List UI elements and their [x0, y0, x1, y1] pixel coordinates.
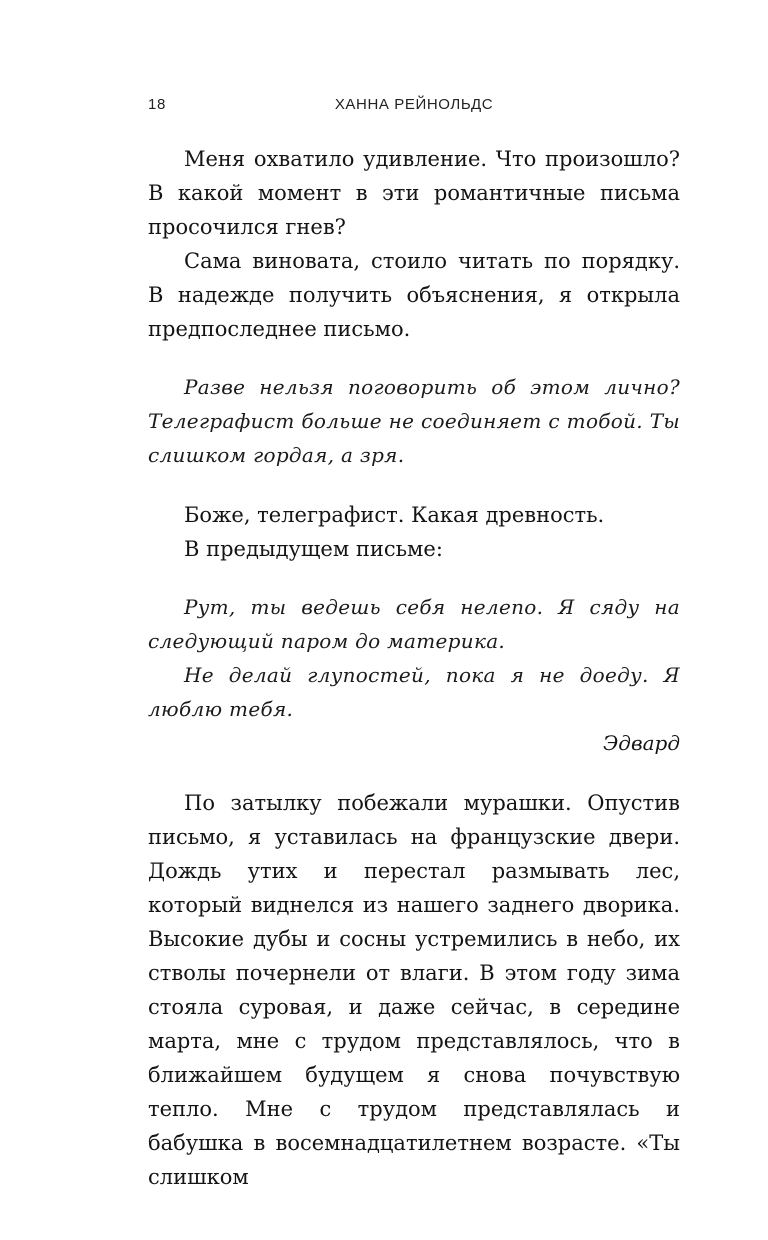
paragraph-previous-letter: В предыдущем письме: [184, 537, 443, 561]
closing-paragraph [148, 786, 680, 1194]
page-header [148, 96, 680, 116]
letter-excerpt-1 [148, 370, 680, 472]
paragraph-own-fault: Сама виновата, стоило читать по порядку. В надежде получить объяснения, я открыла предпоследнее письмо. [148, 249, 680, 341]
paragraph-goosebumps: По затылку побежали мурашки. Опустив письмо, я уставилась на французские двери. Дождь утих и перестал размывать лес, который виднелся из нашего заднего дворика. Высокие дубы и сосны устремились в небо, их стволы почернели от влаги. В этом году зима стояла суровая, и даже сейчас, в середине марта, мне с трудом представлялось, что в ближайшем будущем я снова почувствую тепло. Мне с трудом представлялась и бабушка в восемнадцатилетнем возрасте. «Ты слишком [148, 791, 680, 1189]
letter-text: Не делай глупостей, пока я не доеду. Я люблю тебя. [148, 663, 680, 721]
paragraph-telegraphist: Боже, телеграфист. Какая древность. [184, 503, 605, 527]
opening-paragraphs [148, 142, 680, 346]
letter-signature: Эдвард [602, 731, 680, 755]
letter-text: Рут, ты ведешь себя нелепо. Я сяду на следующий паром до материка. [148, 595, 680, 653]
letter-text: Разве нельзя поговорить об этом лично? Телеграфист больше не соединяет с тобой. Ты слишком гордая, а зря. [148, 375, 680, 467]
page-number: 18 [148, 96, 166, 113]
paragraph-surprise: Меня охватило удивление. Что произошло? В какой момент в эти романтичные письма просочился гнев? [148, 147, 680, 239]
letter-excerpt-2 [148, 590, 680, 760]
running-title: ХАННА РЕЙНОЛЬДС [334, 96, 494, 113]
middle-paragraphs [148, 498, 680, 566]
